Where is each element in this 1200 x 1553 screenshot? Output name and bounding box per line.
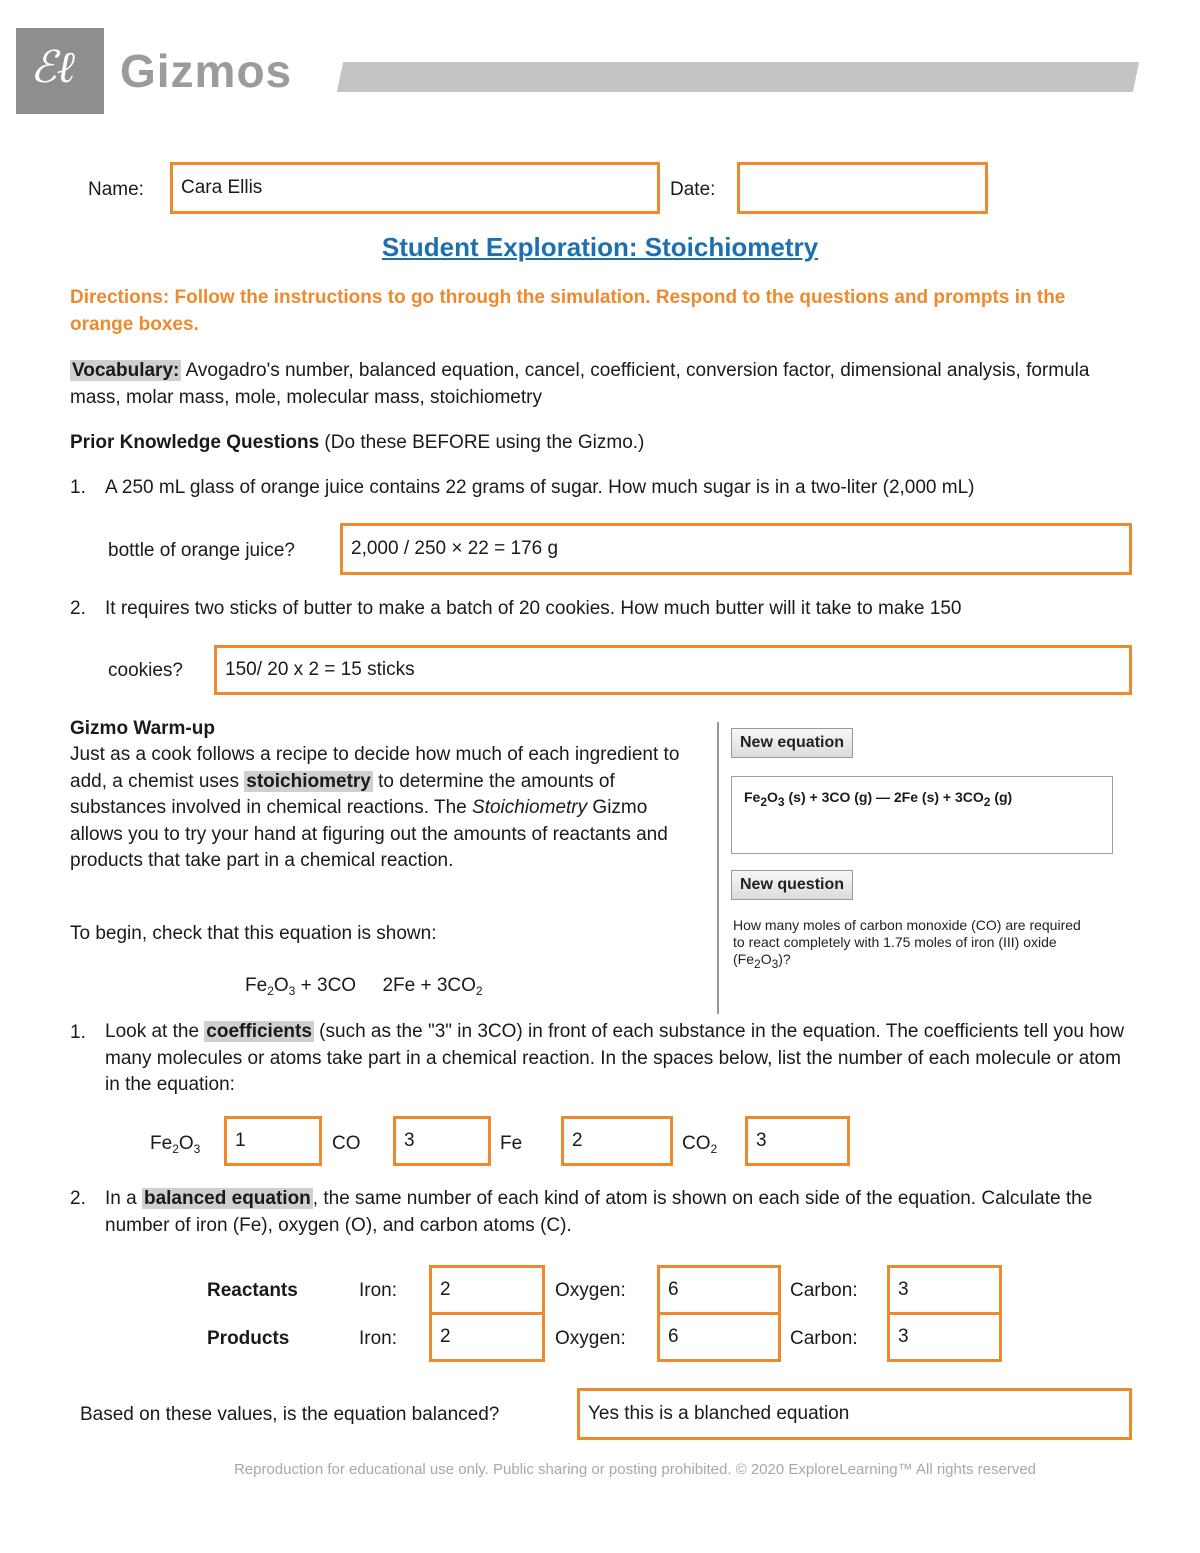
fe2o3-label: [150, 1130, 200, 1157]
eq-mid: + 3CO 2Fe + 3CO: [295, 975, 476, 996]
panel-eq-a: Fe: [744, 789, 761, 805]
panel-eq-c: (s) + 3CO (g) — 2Fe (s) + 3CO: [784, 789, 984, 805]
panel-eq-s2: 3: [777, 795, 785, 809]
balanced-text-a: In a: [105, 1188, 142, 1209]
q2-answer-box[interactable]: [214, 645, 1132, 695]
q2-number: 2.: [70, 598, 86, 619]
products-label: Products: [207, 1328, 290, 1349]
new-question-button[interactable]: New question: [731, 870, 853, 900]
coeff-text-a: Look at the: [105, 1021, 205, 1042]
reactants-iron-label: Iron:: [359, 1280, 398, 1301]
coeff-number: 1.: [70, 1022, 86, 1043]
fe-label: Fe: [500, 1133, 523, 1154]
warmup-instruction: To begin, check that this equation is shown:: [70, 923, 437, 944]
balanced-number: 2.: [70, 1188, 86, 1209]
co-value: 3: [404, 1130, 415, 1151]
page-title: Student Exploration: Stoichiometry: [381, 232, 819, 262]
date-label: Date:: [670, 179, 716, 200]
co2-a: CO: [682, 1133, 711, 1154]
fe2o3-s2: 3: [193, 1142, 201, 1156]
term-stoichiometry: stoichiometry: [246, 770, 371, 792]
q2-continuation: cookies?: [108, 660, 183, 681]
fe-value: 2: [572, 1130, 583, 1151]
products-oxygen-value: 6: [668, 1326, 679, 1347]
co-label: CO: [332, 1133, 361, 1154]
products-oxygen-label: Oxygen:: [555, 1328, 626, 1349]
co2-label: [682, 1130, 717, 1157]
fe2o3-value: 1: [235, 1130, 246, 1151]
products-carbon-value: 3: [898, 1326, 909, 1347]
reactants-oxygen-value: 6: [668, 1279, 679, 1300]
warmup-paragraph: [70, 742, 685, 875]
q1-continuation: bottle of orange juice?: [108, 540, 295, 561]
panel-eq-d: (g): [990, 789, 1013, 805]
question-s2: 3: [771, 957, 779, 971]
balanced-answer-box[interactable]: [577, 1388, 1132, 1440]
warmup-text-b: to determine the amounts of substances involved in chemical reactions. The: [70, 770, 615, 818]
fe2o3-s1: 2: [172, 1142, 179, 1156]
co2-s: 2: [710, 1142, 718, 1156]
eq-o: O: [273, 975, 289, 996]
prior-knowledge-heading: [70, 429, 644, 456]
eq-fe: Fe: [245, 975, 268, 996]
co-coefficient-box[interactable]: [393, 1116, 491, 1166]
panel-eq-s3: 2: [983, 795, 991, 809]
date-field[interactable]: [737, 162, 988, 214]
question-a: How many moles of carbon monoxide (CO) are required to react completely with 1.75 moles of iron (III) oxide (Fe: [733, 917, 1081, 967]
balanced-question: [105, 1185, 1135, 1239]
term-balanced-equation: balanced equation: [143, 1188, 311, 1209]
question-b: O: [760, 951, 772, 967]
directions: Directions: Follow the instructions to go through the simulation. Respond to the questions and prompts in the orange boxes.: [70, 287, 1066, 335]
new-equation-button[interactable]: New equation: [731, 728, 853, 758]
fe2o3-coefficient-box[interactable]: [224, 1116, 322, 1166]
panel-eq-s1: 2: [760, 795, 768, 809]
name-label: Name:: [88, 179, 144, 200]
products-iron-value: 2: [440, 1326, 451, 1347]
footer: Reproduction for educational use only. Public sharing or posting prohibited. © 2020 ExploreLearning™ All rights reserved: [233, 1461, 1037, 1478]
eq-sub-3: 3: [288, 984, 296, 998]
q1-answer-box[interactable]: [340, 523, 1132, 575]
vocabulary: [70, 357, 1130, 411]
equation-panel: [731, 776, 1113, 854]
gizmos-brand: Gizmos: [120, 45, 293, 97]
reactants-carbon-value: 3: [898, 1279, 909, 1300]
fe2o3-a: Fe: [150, 1133, 173, 1154]
gizmos-logo-mark: [16, 28, 104, 114]
reactants-iron-value: 2: [440, 1279, 451, 1300]
balanced-prompt: Based on these values, is the equation balanced?: [80, 1404, 500, 1425]
balanced-answer: Yes this is a blanched equation: [588, 1403, 850, 1424]
logo-glyph: ℰℓ: [30, 42, 75, 93]
warmup-text-a: Just as a cook follows a recipe to decide how much of each ingredient to add, a chemist uses: [70, 744, 680, 792]
reactants-iron-box[interactable]: [429, 1265, 545, 1315]
vocabulary-label: Vocabulary:: [72, 360, 180, 381]
fe2o3-b: O: [178, 1133, 194, 1154]
header-bar: [337, 62, 1139, 92]
products-carbon-box[interactable]: [887, 1312, 1002, 1362]
reactants-carbon-box[interactable]: [887, 1265, 1002, 1315]
prior-heading: Prior Knowledge Questions: [70, 432, 320, 453]
coeff-text-b: (such as the "3" in 3CO) in front of each substance in the equation. The coefficients tell you how many molecules or atoms take part in a chemical reaction. In the spaces below, list the number of each molecule or atom in the equation:: [105, 1021, 1125, 1095]
question-c: )?: [778, 951, 791, 967]
panel-divider: [717, 722, 719, 1014]
reactants-oxygen-label: Oxygen:: [555, 1280, 626, 1301]
warmup-text-c: Gizmo allows you to try your hand at figuring out the amounts of reactants and products that take part in a chemical reaction.: [70, 797, 668, 871]
q2-answer: 150/ 20 x 2 = 15 sticks: [225, 659, 415, 680]
question-s1: 2: [754, 957, 761, 971]
eq-sub-2: 2: [267, 984, 274, 998]
q1-number: 1.: [70, 477, 86, 498]
q2-text: It requires two sticks of butter to make a batch of 20 cookies. How much butter will it take to make 150: [105, 598, 962, 619]
q1-answer: 2,000 / 250 × 22 = 176 g: [351, 538, 559, 559]
balanced-text-b: , the same number of each kind of atom is shown on each side of the equation. Calculate the number of iron (Fe), oxygen (O), and carbon atoms (C).: [105, 1188, 1093, 1236]
coeff-question: [105, 1019, 1135, 1099]
reactants-label: Reactants: [207, 1280, 298, 1301]
vocabulary-text: Avogadro's number, balanced equation, cancel, coefficient, conversion factor, dimensional analysis, formula mass, molar mass, mole, molecular mass, stoichiometry: [70, 360, 1090, 408]
fe-coefficient-box[interactable]: [561, 1116, 673, 1166]
products-iron-box[interactable]: [429, 1312, 545, 1362]
warmup-heading: Gizmo Warm-up: [70, 718, 215, 739]
co2-coefficient-box[interactable]: [745, 1116, 850, 1166]
name-value: Cara Ellis: [181, 177, 263, 198]
eq-sub-end: 2: [475, 984, 483, 998]
panel-eq-b: O: [767, 789, 778, 805]
gizmo-question: [733, 917, 1083, 971]
warmup-italic: Stoichiometry: [472, 797, 588, 818]
name-field[interactable]: [170, 162, 660, 214]
reactants-oxygen-box[interactable]: [657, 1265, 781, 1315]
products-iron-label: Iron:: [359, 1328, 398, 1349]
prior-subheading: (Do these BEFORE using the Gizmo.): [319, 432, 645, 453]
co2-value: 3: [756, 1130, 767, 1151]
term-coefficients: coefficients: [206, 1021, 312, 1042]
q1-text: A 250 mL glass of orange juice contains 22 grams of sugar. How much sugar is in a two-liter (2,000 mL): [105, 477, 975, 498]
products-carbon-label: Carbon:: [790, 1328, 858, 1349]
reactants-carbon-label: Carbon:: [790, 1280, 858, 1301]
products-oxygen-box[interactable]: [657, 1312, 781, 1362]
warmup-equation: [245, 972, 483, 999]
